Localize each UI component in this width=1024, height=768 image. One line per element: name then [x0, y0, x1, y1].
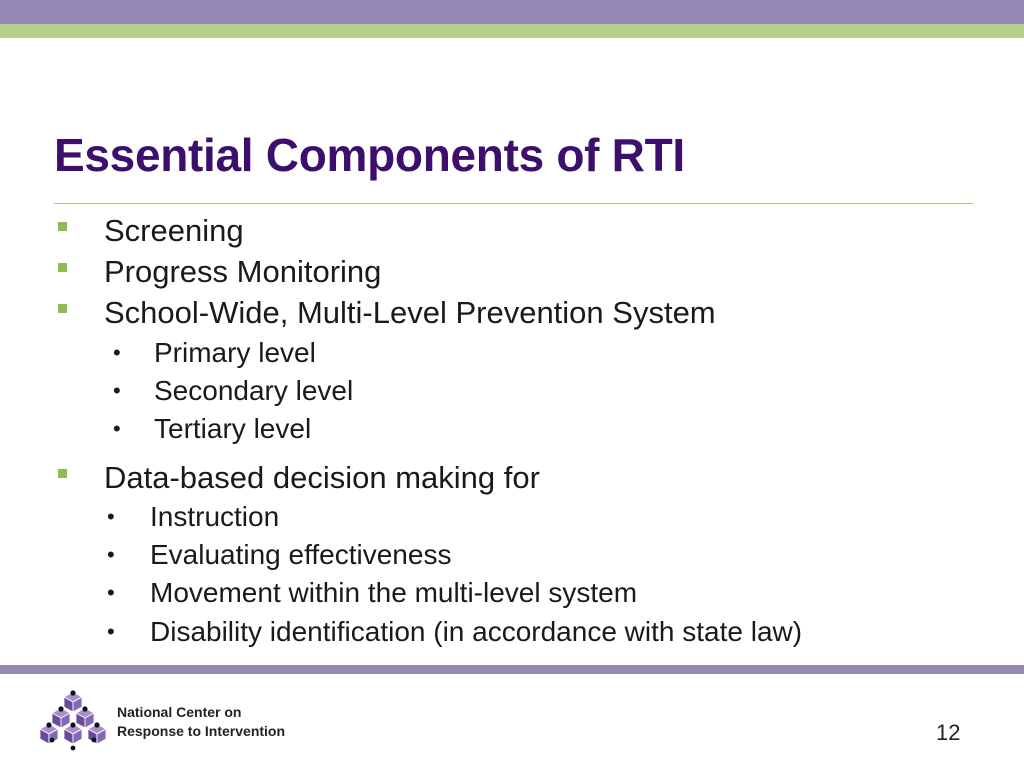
round-dot-icon: • [107, 619, 115, 644]
round-dot-icon: • [107, 580, 115, 605]
sub-bullet-text: Primary level [154, 337, 316, 368]
bullet-text: Screening [104, 213, 244, 248]
green-square-icon [58, 469, 67, 478]
green-square-icon [58, 222, 67, 231]
round-dot-icon: • [113, 416, 121, 441]
round-dot-icon: • [107, 542, 115, 567]
round-dot-icon: • [113, 378, 121, 403]
title-divider [54, 203, 973, 204]
sub-bullet-text: Movement within the multi-level system [150, 577, 638, 608]
green-square-icon [58, 304, 67, 313]
stacked-cubes-logo-icon [38, 690, 108, 754]
bottom-purple-band [0, 665, 1024, 674]
sub-bullet-text: Tertiary level [154, 413, 312, 444]
org-line-2: Response to Intervention [117, 723, 286, 739]
org-line-1: National Center on [117, 704, 242, 720]
page-number: 12 [936, 720, 961, 745]
sub-bullet-text: Secondary level [154, 375, 354, 406]
bullet-text: Data-based decision making for [104, 460, 540, 495]
sub-bullet-text: Evaluating effectiveness [150, 539, 452, 570]
round-dot-icon: • [107, 504, 115, 529]
top-green-band [0, 24, 1024, 38]
bullet-text: Progress Monitoring [104, 254, 382, 289]
round-dot-icon: • [113, 340, 121, 365]
organization-name [117, 703, 285, 741]
bullet-text: School-Wide, Multi-Level Prevention System [104, 295, 716, 330]
sub-bullet-text: Disability identification (in accordance with state law) [150, 616, 803, 647]
green-square-icon [58, 263, 67, 272]
top-purple-band [0, 0, 1024, 24]
slide-title: Essential Components of RTI [54, 129, 685, 181]
sub-bullet-text: Instruction [150, 501, 280, 532]
